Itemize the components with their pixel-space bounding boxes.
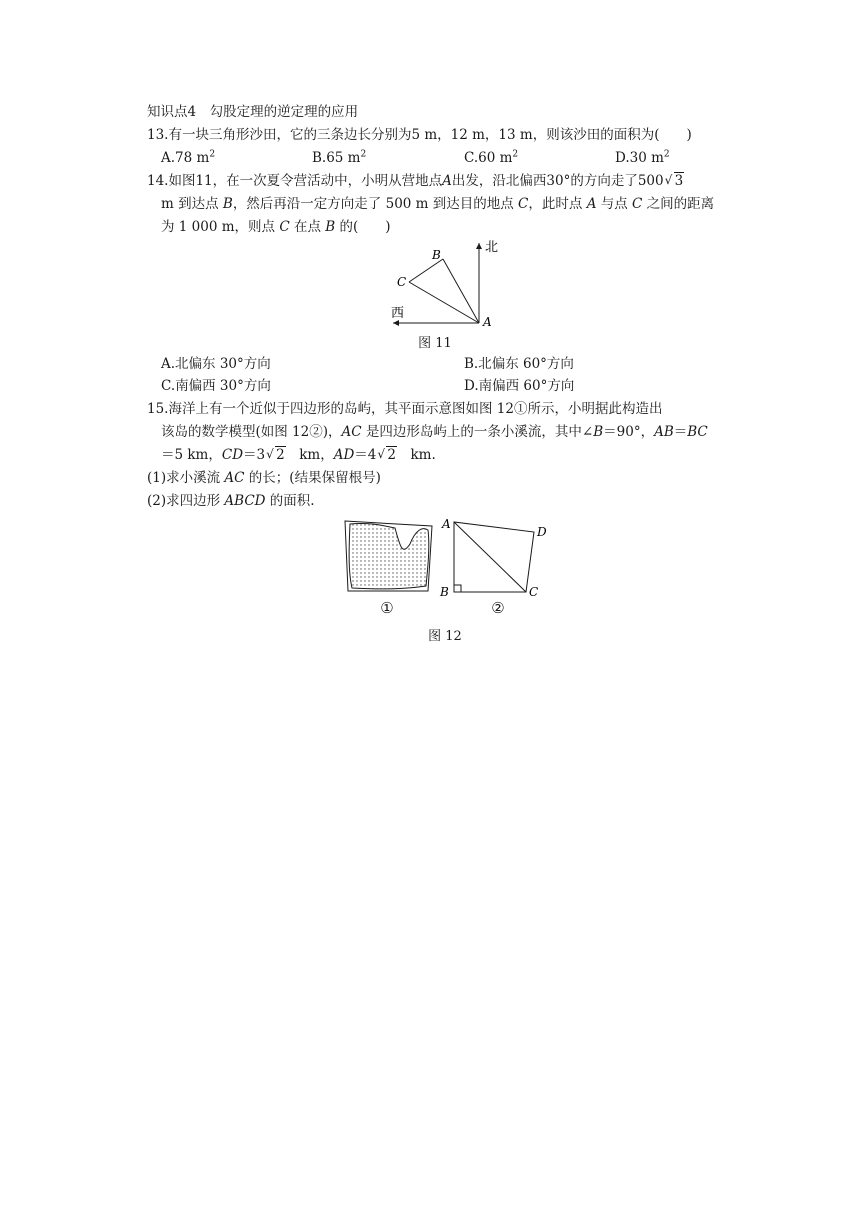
figure-11-caption: 图 11	[418, 336, 452, 351]
q15-line3: ＝5 km，CD＝3√ 2 km，AD＝4√ 2 km.	[161, 445, 436, 465]
figure-12-label-1: ①	[380, 599, 394, 617]
label-point-d: D	[537, 525, 547, 539]
figure-12-caption: 图 12	[428, 629, 462, 644]
q15-line1: 15.海洋上有一个近似于四边形的岛屿，其平面示意图如图 12①所示，小明据此构造出	[147, 401, 663, 417]
label-point-b: B	[432, 248, 441, 262]
q13-option-c: C.60 $m^2$	[464, 149, 519, 166]
q13-option-d: D.30 $m^2$	[615, 149, 670, 166]
label-point-a: A	[483, 315, 492, 329]
q14-line3: 为 1 000 m，则点 C 在点 B 的( )	[161, 219, 391, 235]
label-north: 北	[485, 240, 499, 255]
quadrilateral-abcd	[454, 522, 534, 592]
label-west: 西	[391, 306, 405, 321]
segment-ab	[443, 259, 479, 323]
figure-12-model	[436, 514, 556, 599]
island-shape	[349, 523, 429, 588]
q13-option-b: B.65 $m^2$	[312, 149, 367, 166]
q13-option-a: A.78 $m^2$	[161, 149, 216, 166]
figure-12-island	[340, 516, 440, 596]
label-point-c: C	[397, 275, 407, 289]
q14-line1: 14.如图11，在一次夏令营活动中，小明从营地点A出发，沿北偏西30°的方向走了500√ 3	[147, 171, 684, 191]
q15-line2: 该岛的数学模型(如图 12②)，AC 是四边形岛屿上的一条小溪流，其中∠B＝90°，AB＝BC	[161, 424, 708, 440]
q13-stem: 13.有一块三角形沙田，它的三条边长分别为5 m，12 m，13 m，则该沙田的面积为( )	[147, 127, 692, 143]
q14-option-a: A.北偏东 30°方向	[161, 356, 271, 372]
q14-option-d: D.南偏西 60°方向	[464, 378, 575, 394]
label-point-c: C	[529, 585, 539, 599]
q14-option-c: C.南偏西 30°方向	[161, 378, 271, 394]
figure-12-label-2: ②	[491, 599, 505, 617]
section-title: 知识点4 勾股定理的逆定理的应用	[147, 104, 359, 120]
figure-11-diagram	[385, 235, 525, 335]
q14-option-b: B.北偏东 60°方向	[464, 356, 574, 372]
q15-sub1: (1)求小溪流 AC 的长；(结果保留根号)	[147, 470, 381, 486]
label-point-a: A	[442, 517, 451, 531]
diagonal-ac	[454, 522, 526, 592]
label-point-b: B	[440, 585, 449, 599]
q14-line2: m 到达点 B，然后再沿一定方向走了 500 m 到达目的地点 C，此时点 A 与点 C 之间的距离	[161, 196, 715, 212]
segment-bc	[409, 259, 443, 282]
q15-sub2: (2)求四边形 ABCD 的面积.	[147, 493, 315, 509]
right-angle-mark	[454, 585, 461, 592]
segment-ca	[409, 282, 479, 323]
